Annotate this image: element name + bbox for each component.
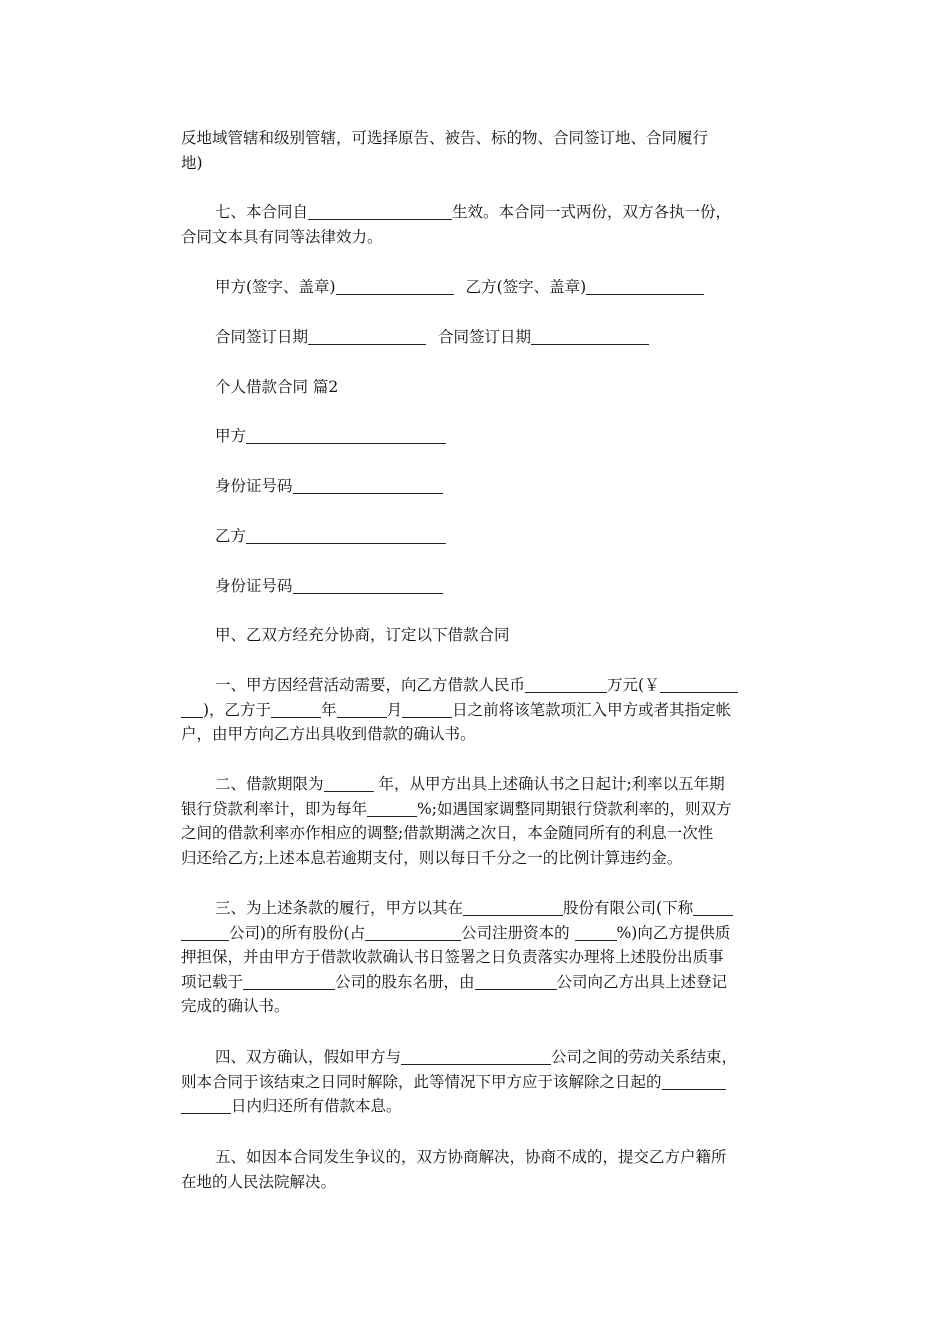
clause-2-text-a: 二、借款期限为 xyxy=(215,775,324,793)
clause-1-text-a: 一、甲方因经营活动需要，向乙方借款人民币 xyxy=(215,676,526,694)
clause-1-text-b: 万元(￥ xyxy=(607,676,660,694)
clause-5-line-1: 五、如因本合同发生争议的，双方协商解决，协商不成的，提交乙方户籍所 xyxy=(215,1148,727,1166)
clause-1-text-c: )，乙方于 xyxy=(203,700,272,719)
paragraph-intro xyxy=(181,126,781,175)
paragraph-clause-4 xyxy=(181,1045,781,1119)
field-id-b-blank xyxy=(293,577,443,594)
paragraph-clause-2 xyxy=(181,772,781,870)
signing-date-a-blank xyxy=(308,328,426,345)
signing-date-line xyxy=(181,325,781,350)
signing-date-a-label: 合同签订日期 xyxy=(215,328,309,346)
paragraph-clause-1 xyxy=(181,673,781,747)
clause-1-text-f: 日之前将该笔款项汇入甲方或者其指定帐 xyxy=(452,700,732,719)
clause-7-line-1 xyxy=(181,200,781,225)
repayment-days-blank xyxy=(662,1073,726,1090)
share-percent-blank xyxy=(575,924,617,941)
signing-date-b-blank xyxy=(531,328,649,345)
clause-4-text-d: 日内归还所有借款本息。 xyxy=(231,1097,402,1115)
clause-3-text-f: 项记载于 xyxy=(181,972,244,991)
clause-3-text-a: 三、为上述条款的履行，甲方以其在 xyxy=(215,899,464,917)
field-id-a-label: 身份证号码 xyxy=(215,477,293,495)
clause-1-text-e: 月 xyxy=(386,700,403,719)
loan-amount-blank xyxy=(525,676,607,693)
paragraph-clause-5 xyxy=(181,1145,781,1194)
clause-2-text-d: %;如遇国家调整同期银行贷款利率的，则双方 xyxy=(417,799,732,818)
clause-3-text-h: 公司向乙方出具上述登记 xyxy=(556,972,728,991)
clause-7-line-2: 合同文本具有同等法律效力。 xyxy=(181,227,383,246)
preamble: 甲、乙双方经充分协商，订定以下借款合同 xyxy=(215,626,510,644)
field-party-a-label: 甲方 xyxy=(215,427,247,445)
clause-2-line-4: 归还给乙方;上述本息若逾期支付，则以每日千分之一的比例计算违约金。 xyxy=(181,848,683,867)
clause-5-line-2: 在地的人民法院解决。 xyxy=(181,1172,337,1191)
clause-3-line-5: 完成的确认书。 xyxy=(181,997,290,1015)
clause-3-text-d: 公司注册资本的 xyxy=(461,923,575,942)
party-a-signature-label: 甲方(签字、盖章) xyxy=(215,278,336,296)
field-party-b xyxy=(181,524,781,549)
field-id-b xyxy=(181,574,781,599)
field-party-a-blank xyxy=(246,427,446,444)
field-id-a-blank xyxy=(293,477,443,494)
party-b-signature-label: 乙方(签字、盖章) xyxy=(465,278,587,296)
clause-2-text-b: 年，从甲方出具上述确认书之日起计;利率以五年期 xyxy=(373,775,725,793)
clause-1-text-d: 年 xyxy=(321,700,337,719)
clause-3-text-g: 公司的股东名册，由 xyxy=(335,972,475,991)
clause-1-line-1 xyxy=(181,673,781,698)
effective-date-blank xyxy=(308,203,452,220)
clause-7-text-a: 七、本合同自 xyxy=(215,203,309,221)
clause-7-text-b: 生效。本合同一式两份，双方各执一份， xyxy=(452,203,732,221)
register-company-blank xyxy=(243,973,335,990)
company-short-name-blank xyxy=(693,899,733,916)
clause-4-text-c: 则本合同于该结束之日同时解除，此等情况下甲方应于该解除之日起的 xyxy=(181,1072,662,1091)
clause-3-text-e: %)向乙方提供质 xyxy=(616,923,731,942)
clause-2-line-3: 之间的借款利率亦作相应的调整;借款期满之次日，本金随同所有的利息一次性 xyxy=(181,824,714,842)
clause-1-line-2 xyxy=(181,698,781,723)
clause-4-line-3 xyxy=(181,1094,781,1119)
field-id-b-label: 身份证号码 xyxy=(215,577,293,595)
signature-line xyxy=(181,275,781,300)
year-blank xyxy=(271,701,321,718)
clause-4-text-a: 四、双方确认，假如甲方与 xyxy=(215,1048,402,1066)
loan-amount-figure-blank-cont xyxy=(181,701,203,718)
clause-3-text-c: 公司)的所有股份(占 xyxy=(229,923,366,942)
section-title: 个人借款合同 篇2 xyxy=(215,378,339,396)
paragraph-clause-7 xyxy=(181,200,781,249)
interest-rate-blank xyxy=(367,800,417,817)
day-blank xyxy=(402,701,452,718)
clause-3-line-4 xyxy=(181,970,781,995)
field-id-a xyxy=(181,474,781,499)
intro-line-2: 地) xyxy=(181,153,203,172)
intro-line-1: 反地域管辖和级别管辖，可选择原告、被告、标的物、合同签订地、合同履行 xyxy=(181,129,709,147)
field-party-b-blank xyxy=(246,527,446,544)
clause-1-line-3: 户，由甲方向乙方出具收到借款的确认书。 xyxy=(181,725,476,743)
clause-3-text-b: 股份有限公司(下称 xyxy=(563,899,694,917)
loan-term-blank xyxy=(324,775,374,792)
clause-3-line-2 xyxy=(181,921,781,946)
clause-2-line-1 xyxy=(181,772,781,797)
party-b-signature-blank xyxy=(586,278,704,295)
issuing-company-blank xyxy=(475,973,557,990)
repayment-days-blank-cont xyxy=(181,1097,231,1114)
signing-date-b-label: 合同签订日期 xyxy=(438,328,532,346)
loan-amount-figure-blank xyxy=(660,676,738,693)
paragraph-clause-3 xyxy=(181,896,781,1019)
month-blank xyxy=(337,701,387,718)
clause-2-text-c: 银行贷款利率计，即为每年 xyxy=(181,799,368,818)
clause-3-line-3: 押担保，并由甲方于借款收款确认书日签署之日负责落实办理将上述股份出质事 xyxy=(181,948,724,966)
company-short-name-blank-cont xyxy=(181,924,229,941)
clause-4-line-1 xyxy=(181,1045,781,1070)
clause-4-line-2 xyxy=(181,1070,781,1095)
clause-2-line-2 xyxy=(181,797,781,822)
share-company-blank xyxy=(365,924,461,941)
party-a-signature-blank xyxy=(336,278,454,295)
employer-company-blank xyxy=(401,1048,551,1065)
field-party-a xyxy=(181,424,781,449)
clause-4-text-b: 公司之间的劳动关系结束， xyxy=(551,1048,738,1066)
clause-3-line-1 xyxy=(181,896,781,921)
company-name-blank xyxy=(463,899,563,916)
field-party-b-label: 乙方 xyxy=(215,527,247,545)
